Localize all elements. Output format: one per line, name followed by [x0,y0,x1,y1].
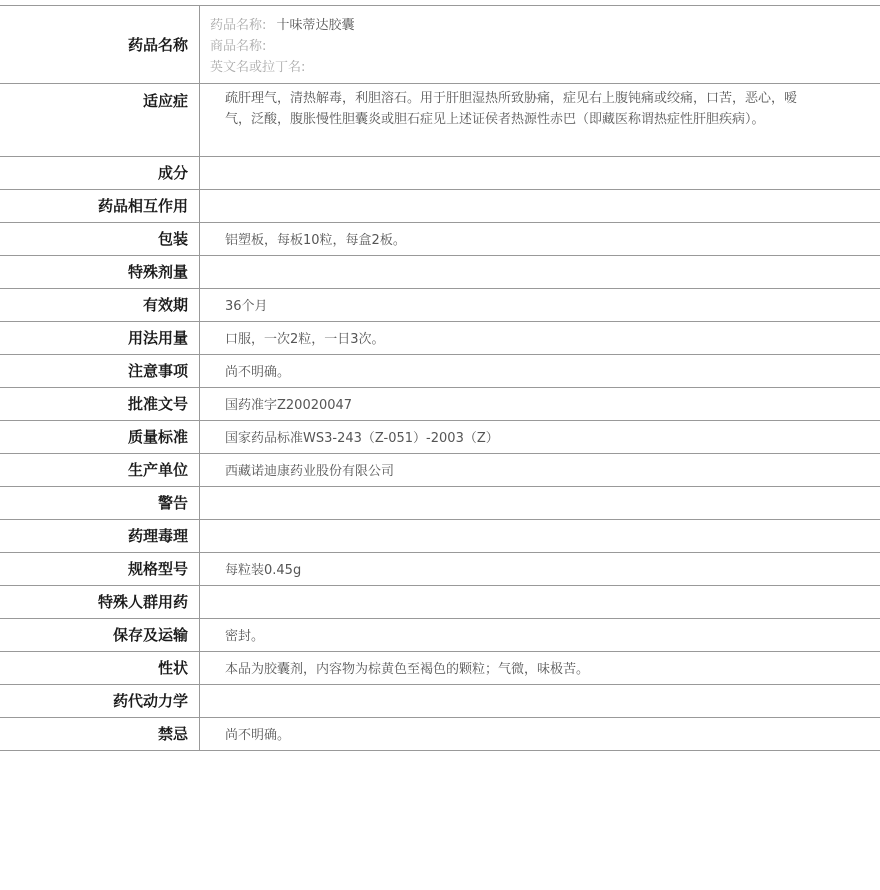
table-row [0,322,880,355]
row-label: 质量标准 [0,421,200,453]
row-value: 国药准字Z20020047 [225,398,353,413]
row-label: 特殊人群用药 [0,586,200,618]
row-label: 特殊剂量 [0,256,200,288]
table-row [0,586,880,619]
row-label: 有效期 [0,289,200,321]
row-label: 药代动力学 [0,685,200,717]
table-row [0,256,880,289]
trade-name-line: 商品名称: [210,39,267,54]
indication-label: 适应症 [0,84,200,156]
table-row [0,652,880,685]
row-value: 36个月 [225,299,268,314]
indication-value: 疏肝理气，清热解毒，利胆溶石。用于肝胆湿热所致胁痛，症见右上腹钝痛或绞痛，口苦，恶心，嗳气，泛酸，腹胀慢性胆囊炎或胆石症见上述证侯者热源性赤巴（即藏医称谓热症性肝胆疾病）。 [225,91,798,127]
row-value: 尚不明确。 [225,728,291,743]
row-label: 保存及运输 [0,619,200,651]
table-row [0,388,880,421]
drug-info-table [0,5,880,751]
table-row [0,520,880,553]
row-value [200,586,880,618]
table-row [0,619,880,652]
table-row [0,685,880,718]
row-value [200,520,880,552]
generic-name-line [210,15,880,36]
row-label: 禁忌 [0,718,200,750]
row-value: 铝塑板，每板10粒，每盒2板。 [225,233,406,248]
generic-name-prefix: 药品名称: [210,18,267,33]
row-value: 本品为胶囊剂，内容物为棕黄色至褐色的颗粒；气微，味极苦。 [225,662,590,677]
generic-name-value: 十味蒂达胶囊 [276,18,355,33]
indication-row [0,84,880,157]
row-value [200,157,880,189]
row-value [200,685,880,717]
table-row [0,421,880,454]
row-label: 警告 [0,487,200,519]
row-value [200,190,880,222]
attribute-rows [0,157,880,751]
drug-name-row [0,6,880,84]
row-label: 药品相互作用 [0,190,200,222]
row-label: 生产单位 [0,454,200,486]
row-value: 西藏诺迪康药业股份有限公司 [225,464,395,479]
row-label: 药理毒理 [0,520,200,552]
row-label: 规格型号 [0,553,200,585]
row-label: 用法用量 [0,322,200,354]
row-value: 密封。 [225,629,265,644]
drug-name-label: 药品名称 [0,6,200,83]
row-value: 每粒装0.45g [225,563,302,578]
table-row [0,718,880,751]
row-value [200,487,880,519]
table-row [0,190,880,223]
row-label: 注意事项 [0,355,200,387]
english-name-line: 英文名或拉丁名: [210,60,306,75]
table-row [0,157,880,190]
table-row [0,487,880,520]
table-row [0,454,880,487]
table-row [0,355,880,388]
row-value: 尚不明确。 [225,365,291,380]
drug-name-cell [200,6,880,83]
row-label: 批准文号 [0,388,200,420]
row-label: 包装 [0,223,200,255]
row-value: 国家药品标准WS3-243（Z-051）-2003（Z） [225,431,499,446]
table-row [0,289,880,322]
table-row [0,223,880,256]
row-value: 口服，一次2粒，一日3次。 [225,332,385,347]
table-row [0,553,880,586]
row-label: 性状 [0,652,200,684]
row-value [200,256,880,288]
row-label: 成分 [0,157,200,189]
